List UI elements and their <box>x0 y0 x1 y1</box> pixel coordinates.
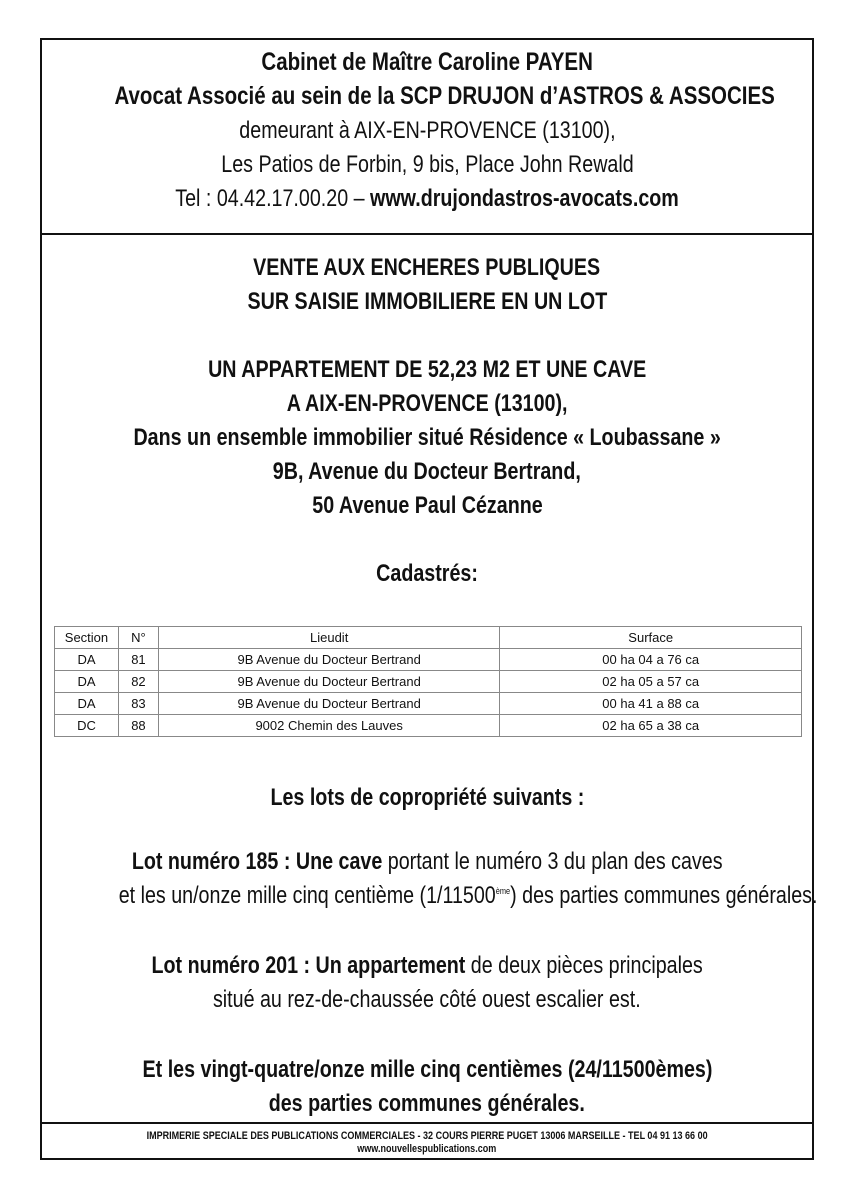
lot-185-title: Lot numéro 185 : Une cave <box>131 848 383 875</box>
firm-website-link[interactable]: www.drujondastros-avocats.com <box>370 185 679 212</box>
lot-185-line1 <box>132 848 723 876</box>
cell-section: DA <box>55 649 119 671</box>
column-header: Lieudit <box>158 627 500 649</box>
firm-phone: Tel : 04.42.17.00.20 – <box>175 185 365 212</box>
cell-surface: 02 ha 65 a 38 ca <box>500 715 802 737</box>
lot-185-share-end: ) des parties communes générales. <box>510 882 818 909</box>
cell-surface: 02 ha 05 a 57 ca <box>500 671 802 693</box>
column-header: Surface <box>500 627 802 649</box>
cell-surface: 00 ha 41 a 88 ca <box>500 693 802 715</box>
cell-lieudit: 9B Avenue du Docteur Bertrand <box>158 671 500 693</box>
cell-number: 81 <box>118 649 158 671</box>
property-line5: 50 Avenue Paul Cézanne <box>311 492 543 519</box>
cell-lieudit: 9B Avenue du Docteur Bertrand <box>158 693 500 715</box>
property-line4: 9B, Avenue du Docteur Bertrand, <box>272 458 582 485</box>
column-header: Section <box>55 627 119 649</box>
table-row <box>55 649 802 671</box>
property-line2: A AIX-EN-PROVENCE (13100), <box>286 390 568 417</box>
firm-address: Les Patios de Forbin, 9 bis, Place John Rewald <box>220 151 634 178</box>
lots-heading: Les lots de copropriété suivants : <box>270 784 584 811</box>
lot-201-description: de deux pièces principales <box>465 952 703 979</box>
printer-address: IMPRIMERIE SPECIALE DES PUBLICATIONS COMMERCIALES - 32 COURS PIERRE PUGET 13006 MARSEILLE - TEL 04 91 13 66 00 <box>146 1130 708 1142</box>
lot-201-line2: situé au rez-de-chaussée côté ouest escalier est. <box>213 986 641 1013</box>
final-share-line2: des parties communes générales. <box>268 1090 586 1117</box>
cell-section: DA <box>55 693 119 715</box>
lot-185-superscript: ème <box>495 886 511 896</box>
cell-number: 88 <box>118 715 158 737</box>
lawyer-header <box>42 40 812 235</box>
property-line1: UN APPARTEMENT DE 52,23 M2 ET UNE CAVE <box>207 356 647 383</box>
cadastre-table <box>54 626 802 737</box>
cell-lieudit: 9002 Chemin des Lauves <box>158 715 500 737</box>
cell-surface: 00 ha 04 a 76 ca <box>500 649 802 671</box>
column-header: N° <box>118 627 158 649</box>
cell-number: 83 <box>118 693 158 715</box>
cell-number: 82 <box>118 671 158 693</box>
table-row <box>55 671 802 693</box>
property-line3: Dans un ensemble immobilier situé Résidence « Loubassane » <box>133 424 721 451</box>
cell-section: DC <box>55 715 119 737</box>
cadastre-heading: Cadastrés: <box>376 560 478 587</box>
cell-lieudit: 9B Avenue du Docteur Bertrand <box>158 649 500 671</box>
document-frame <box>40 38 818 1160</box>
printer-website-link[interactable]: www.nouvellespublications.com <box>357 1143 497 1155</box>
sale-title-line1: VENTE AUX ENCHERES PUBLIQUES <box>253 254 601 281</box>
table-row <box>55 715 802 737</box>
firm-name: Cabinet de Maître Caroline PAYEN <box>261 48 593 76</box>
cell-section: DA <box>55 671 119 693</box>
firm-city: demeurant à AIX-EN-PROVENCE (13100), <box>238 117 616 144</box>
firm-affiliation: Avocat Associé au sein de la SCP DRUJON d’ASTROS & ASSOCIES <box>114 82 775 110</box>
final-share-line1: Et les vingt-quatre/onze mille cinq centièmes (24/11500èmes) <box>142 1056 712 1083</box>
printer-footer <box>42 1122 812 1158</box>
table-row <box>55 693 802 715</box>
lot-201-line1 <box>151 952 702 980</box>
sale-title-line2: SUR SAISIE IMMOBILIERE EN UN LOT <box>247 288 607 315</box>
lot-185-share: et les un/onze mille cinq centième (1/11500 <box>118 882 496 909</box>
table-header-row <box>55 627 802 649</box>
lot-185-description: portant le numéro 3 du plan des caves <box>382 848 723 875</box>
lot-185-line2 <box>119 882 818 910</box>
lot-201-title: Lot numéro 201 : Un appartement <box>151 952 466 979</box>
